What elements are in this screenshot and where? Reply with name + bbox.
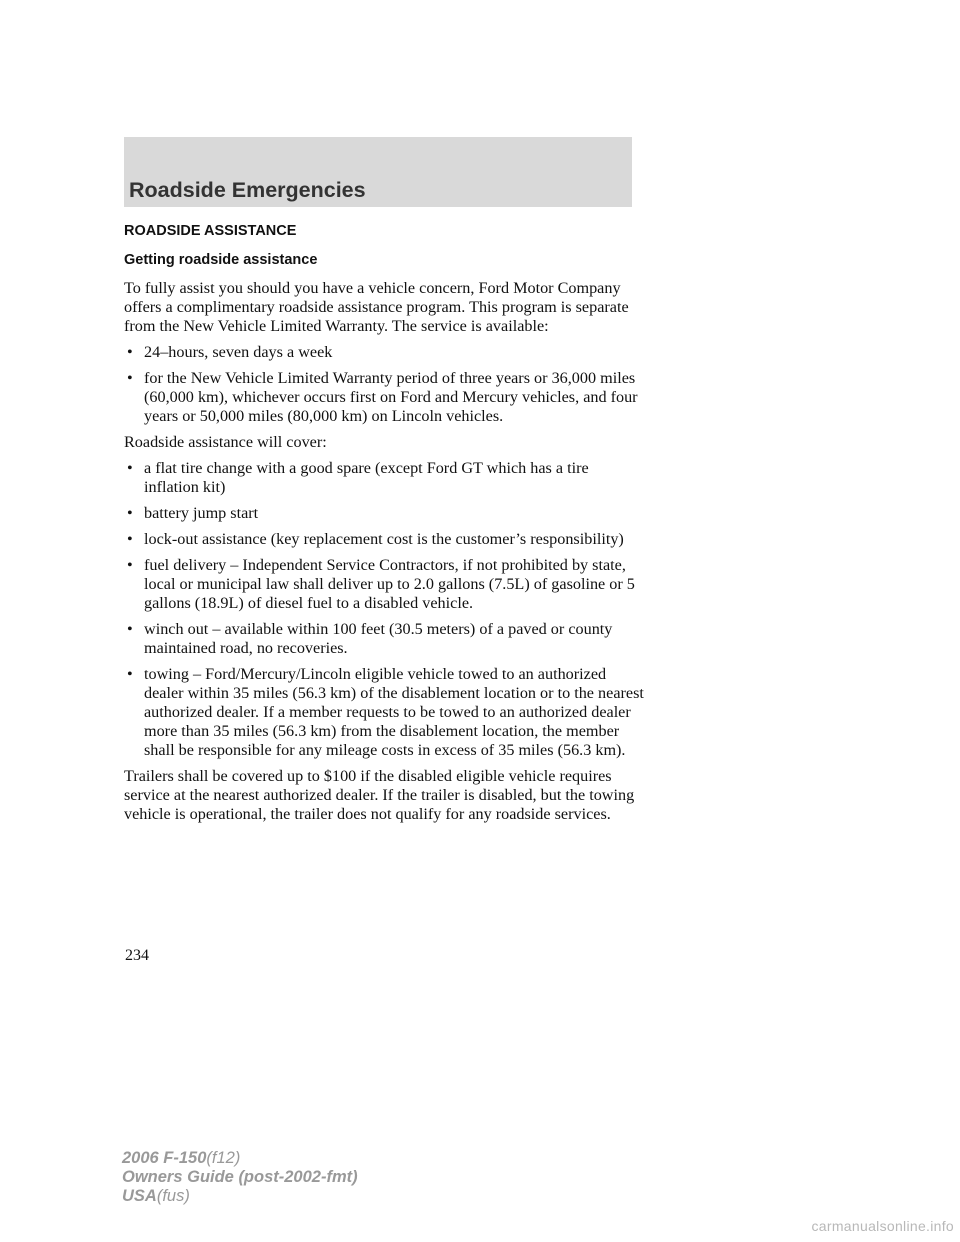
footer-market-code: (fus) <box>156 1187 190 1205</box>
list-item-text: towing – Ford/Mercury/Lincoln eligible vehicle towed to an authorized dealer within 35 miles (56.3 km) of the disablement location or to the nearest authorized dealer. If a member requests to be towed to an authorized dealer more than 35 miles (56.3 km) from the disablement location, the member shall be responsible for any mileage costs in excess of 35 miles (56.3 km). <box>144 665 644 759</box>
list-item <box>124 504 644 523</box>
footer-model: 2006 F-150 <box>122 1149 207 1167</box>
coverage-intro: Roadside assistance will cover: <box>124 433 327 451</box>
list-item <box>124 369 644 426</box>
list-item <box>124 620 644 658</box>
bullet-icon: • <box>127 620 133 638</box>
list-item-text: for the New Vehicle Limited Warranty period of three years or 36,000 miles (60,000 km), whichever occurs first on Ford and Mercury vehicles, and four years or 50,000 miles (80,000 km) on Lincoln vehicles. <box>144 369 638 425</box>
list-item-text: battery jump start <box>144 504 259 522</box>
list-item <box>124 665 644 760</box>
list-item-text: lock-out assistance (key replacement cost is the customer’s responsibility) <box>144 530 624 548</box>
page-number: 234 <box>125 947 149 964</box>
bullet-icon: • <box>127 459 133 477</box>
list-item-text: a flat tire change with a good spare (except Ford GT which has a tire inflation kit) <box>144 459 589 496</box>
bullet-icon: • <box>127 369 133 387</box>
bullet-icon: • <box>127 665 133 683</box>
footer-line-2: Owners Guide (post-2002-fmt) <box>122 1168 358 1186</box>
intro-paragraph: To fully assist you should you have a vehicle concern, Ford Motor Company offers a complimentary roadside assistance program. This program is separate from the New Vehicle Limited Warranty. The service is available: <box>124 279 629 335</box>
bullet-icon: • <box>127 504 133 522</box>
watermark-text: carmanualsonline.info <box>811 1218 954 1234</box>
bullet-icon: • <box>127 530 133 548</box>
list-item <box>124 556 644 613</box>
bullet-icon: • <box>127 343 133 361</box>
page-subheading: Getting roadside assistance <box>124 252 318 268</box>
document-footer <box>122 1149 358 1206</box>
page-heading: ROADSIDE ASSISTANCE <box>124 223 297 239</box>
section-title: Roadside Emergencies <box>129 178 366 202</box>
page-content <box>124 222 644 831</box>
list-item-text: winch out – available within 100 feet (30.5 meters) of a paved or county maintained road, no recoveries. <box>144 620 613 657</box>
coverage-list <box>124 459 644 760</box>
bullet-icon: • <box>127 556 133 574</box>
footer-line-1 <box>122 1149 358 1168</box>
footer-model-code: (f12) <box>206 1149 241 1167</box>
list-item-text: 24–hours, seven days a week <box>144 343 333 361</box>
list-item <box>124 459 644 497</box>
footer-line-3 <box>122 1187 358 1206</box>
trailers-paragraph: Trailers shall be covered up to $100 if the disabled eligible vehicle requires service at the nearest authorized dealer. If the trailer is disabled, but the towing vehicle is operational, the trailer does not qualify for any roadside services. <box>124 767 635 823</box>
list-item <box>124 343 644 362</box>
list-item-text: fuel delivery – Independent Service Contractors, if not prohibited by state, local or municipal law shall deliver up to 2.0 gallons (7.5L) of gasoline or 5 gallons (18.9L) of diesel fuel to a disabled vehicle. <box>144 556 635 612</box>
availability-list <box>124 343 644 426</box>
footer-market: USA <box>122 1187 157 1205</box>
list-item <box>124 530 644 549</box>
